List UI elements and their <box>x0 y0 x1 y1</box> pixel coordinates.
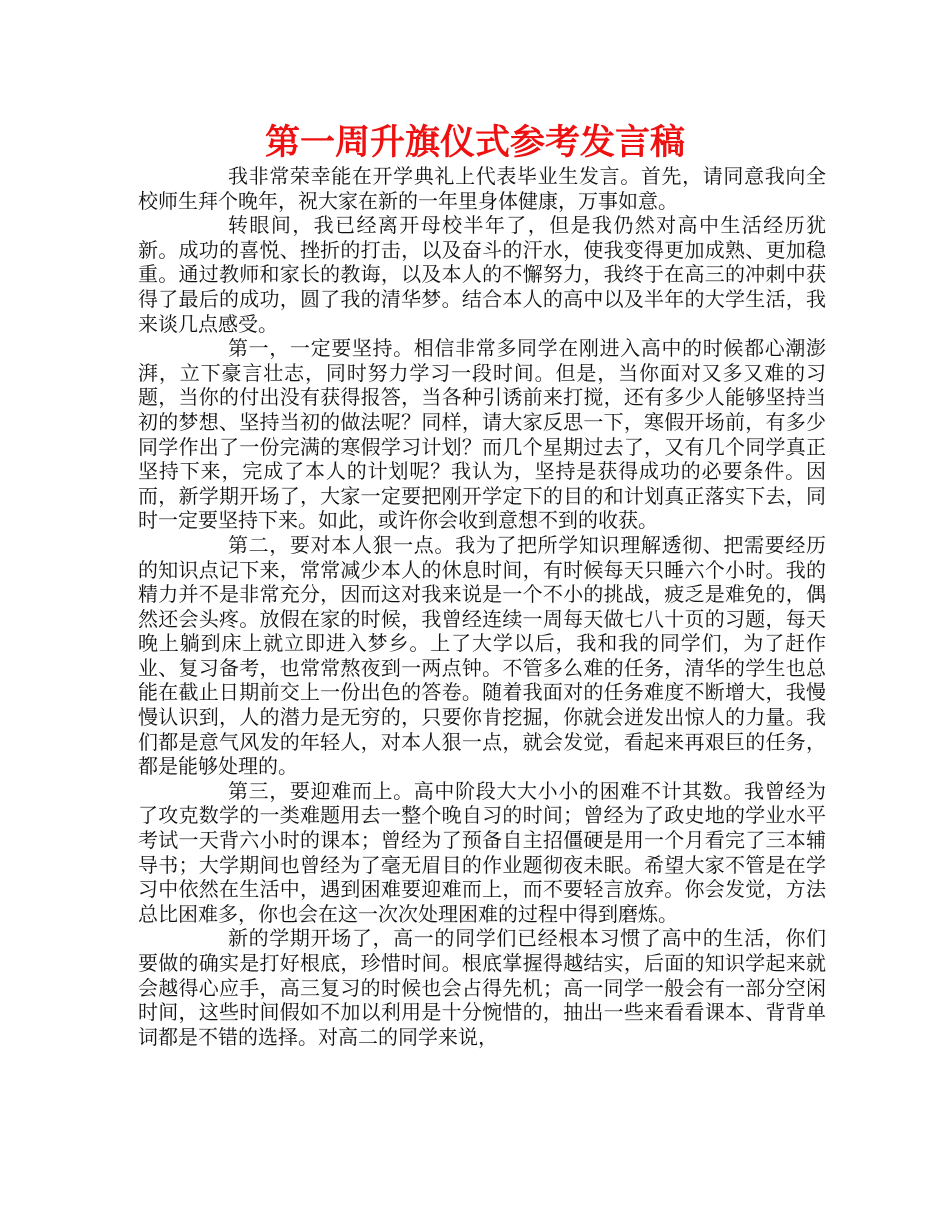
paragraph: 第一，一定要坚持。相信非常多同学在刚进入高中的时候都心潮澎湃，立下豪言壮志，同时努力学习一段时间。但是，当你面对又多又难的习题，当你的付出没有获得报答，当各种引诱前来打搅，还有多少人能够坚持当初的梦想、坚持当初的做法呢？同样，请大家反思一下，寒假开场前，有多少同学作出了一份完满的寒假学习计划？而几个星期过去了，又有几个同学真正坚持下来，完成了本人的计划呢？我认为，坚持是获得成功的必要条件。因而，新学期开场了，大家一定要把刚开学定下的目的和计划真正落实下去，同时一定要坚持下来。如此，或许你会收到意想不到的收获。 <box>138 336 826 533</box>
document-body <box>138 164 826 1049</box>
document-title: 第一周升旗仪式参考发言稿 <box>264 123 685 163</box>
paragraph: 转眼间，我已经离开母校半年了，但是我仍然对高中生活经历犹新。成功的喜悦、挫折的打击，以及奋斗的汗水，使我变得更加成熟、更加稳重。通过教师和家长的教诲，以及本人的不懈努力，我终于在高三的冲刺中获得了最后的成功，圆了我的清华梦。结合本人的高中以及半年的大学生活，我来谈几点感受。 <box>138 213 826 336</box>
paragraph: 我非常荣幸能在开学典礼上代表毕业生发言。首先，请同意我向全校师生拜个晚年，祝大家在新的一年里身体健康，万事如意。 <box>138 164 826 213</box>
paragraph: 第二，要对本人狠一点。我为了把所学知识理解透彻、把需要经历的知识点记下来，常常减少本人的休息时间，有时候每天只睡六个小时。我的精力并不是非常充分，因而这对我来说是一个不小的挑战，疲乏是难免的，偶然还会头疼。放假在家的时候，我曾经连续一周每天做七八十页的习题，每天晚上躺到床上就立即进入梦乡。上了大学以后，我和我的同学们，为了赶作业、复习备考，也常常熬夜到一两点钟。不管多么难的任务，清华的学生也总能在截止日期前交上一份出色的答卷。随着我面对的任务难度不断增大，我慢慢认识到，人的潜力是无穷的，只要你肯挖掘，你就会迸发出惊人的力量。我们都是意气风发的年轻人，对本人狠一点，就会发觉，看起来再艰巨的任务，都是能够处理的。 <box>138 532 826 779</box>
paragraph: 新的学期开场了，高一的同学们已经根本习惯了高中的生活，你们要做的确实是打好根底，珍惜时间。根底掌握得越结实，后面的知识学起来就会越得心应手，高三复习的时候也会占得先机；高一同学一般会有一部分空闲时间，这些时间假如不加以利用是十分惋惜的，抽出一些来看看课本、背背单词都是不错的选择。对高二的同学来说， <box>138 926 826 1049</box>
paragraph: 第三，要迎难而上。高中阶段大大小小的困难不计其数。我曾经为了攻克数学的一类难题用去一整个晚自习的时间；曾经为了政史地的学业水平考试一天背六小时的课本；曾经为了预备自主招僵硬是用一个月看完了三本辅导书；大学期间也曾经为了毫无眉目的作业题彻夜未眠。希望大家不管是在学习中依然在生活中，遇到困难要迎难而上，而不要轻言放弃。你会发觉，方法总比困难多，你也会在这一次次处理困难的过程中得到磨炼。 <box>138 778 826 926</box>
